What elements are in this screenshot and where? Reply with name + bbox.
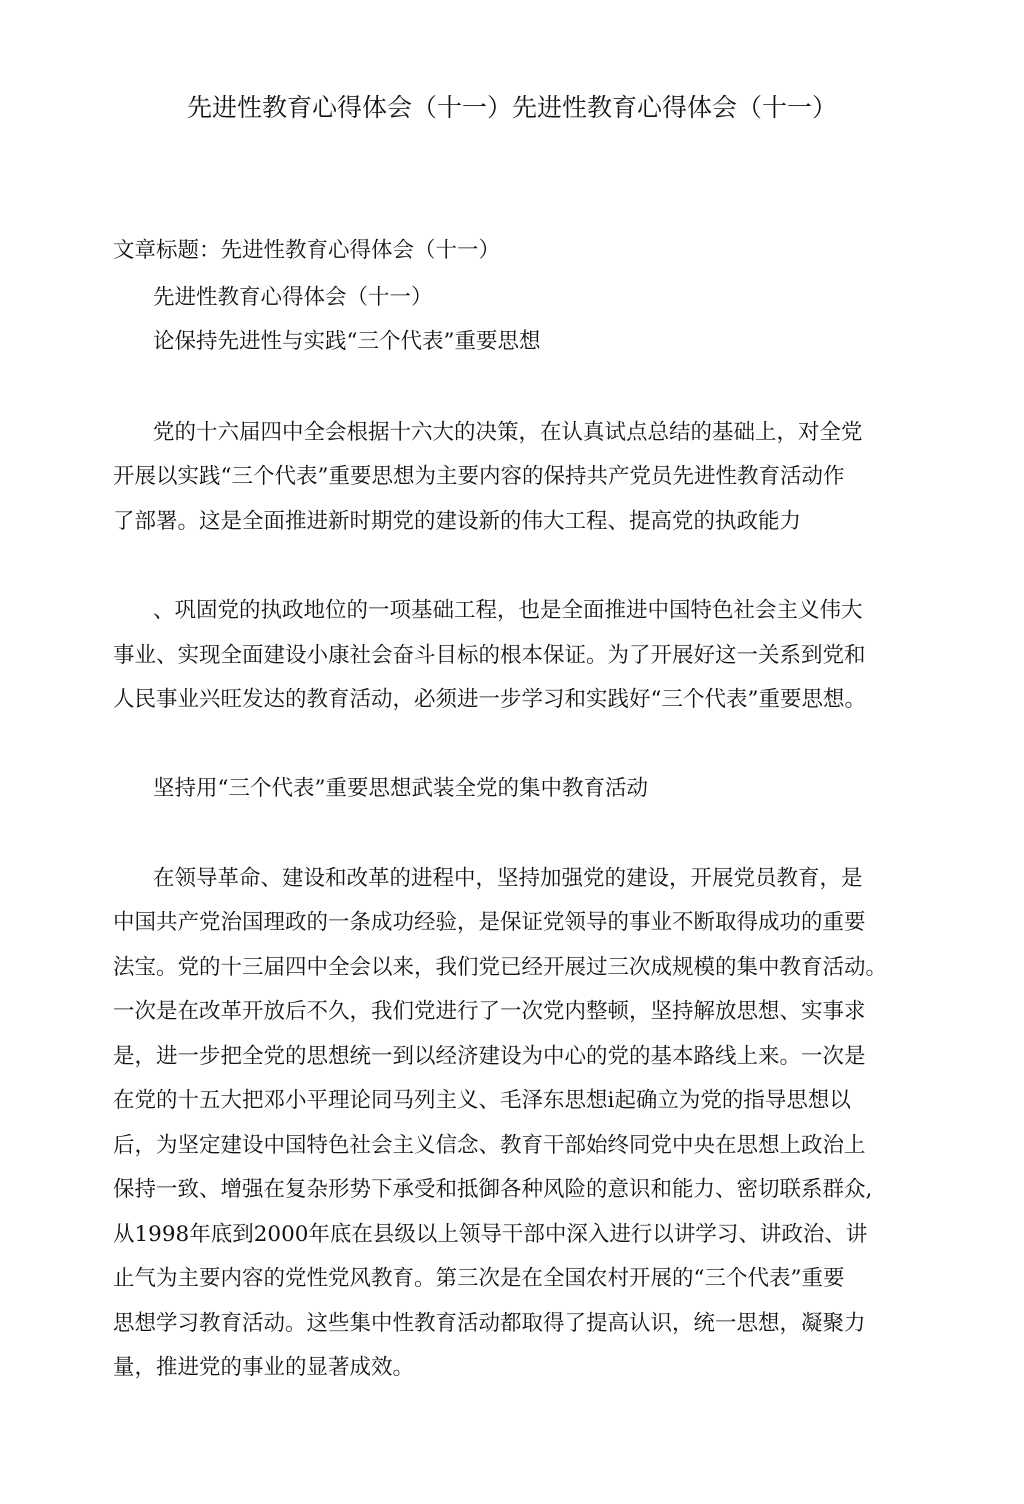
topic-line: 论保持先进性与实践“三个代表”重要思想 [153, 329, 541, 354]
paragraph-line: 后，为坚定建设中国特色社会主义信念、教育干部始终同党中央在思想上政治上 [113, 1133, 866, 1158]
paragraph-line: 法宝。党的十三届四中全会以来，我们党已经开展过三次成规模的集中教育活动。 [113, 955, 888, 980]
paragraph-line: 是，进一步把全党的思想统一到以经济建设为中心的党的基本路线上来。一次是 [113, 1044, 866, 1069]
paragraph-line: 人民事业兴旺发达的教育活动，必须进一步学习和实践好“三个代表”重要思想。 [113, 687, 866, 712]
subtitle-line: 先进性教育心得体会（十一） [153, 285, 433, 310]
paragraph-line: 在领导革命、建设和改革的进程中，坚持加强党的建设，开展党员教育，是 [153, 866, 863, 891]
paragraph-line: 从1998年底到2000年底在县级以上领导干部中深入进行以讲学习、讲政治、讲 [113, 1222, 868, 1247]
paragraph-line: 、巩固党的执政地位的一项基础工程，也是全面推进中国特色社会主义伟大 [153, 598, 863, 623]
paragraph-line: 保持一致、增强在复杂形势下承受和抵御各种风险的意识和能力、密切联系群众, [113, 1177, 873, 1202]
paragraph-line: 一次是在改革开放后不久，我们党进行了一次党内整顿，坚持解放思想、实事求 [113, 999, 866, 1024]
document-title: 先进性教育心得体会（十一）先进性教育心得体会（十一） [186, 93, 837, 122]
paragraph-line: 止气为主要内容的党性党风教育。第三次是在全国农村开展的“三个代表”重要 [113, 1266, 845, 1291]
paragraph-line: 中国共产党治国理政的一条成功经验，是保证党领导的事业不断取得成功的重要 [113, 910, 866, 935]
section-heading: 坚持用“三个代表”重要思想武装全党的集中教育活动 [153, 776, 648, 801]
paragraph-line: 开展以实践“三个代表”重要思想为主要内容的保持共产党员先进性教育活动作 [113, 464, 845, 489]
paragraph-line: 事业、实现全面建设小康社会奋斗目标的根本保证。为了开展好这一关系到党和 [113, 643, 866, 668]
paragraph-line: 了部署。这是全面推进新时期党的建设新的伟大工程、提高党的执政能力 [113, 509, 802, 534]
article-title-line: 文章标题：先进性教育心得体会（十一） [113, 238, 501, 263]
paragraph-line: 在党的十五大把邓小平理论同马列主义、毛泽东思想i起确立为党的指导思想以 [113, 1088, 851, 1113]
paragraph-line: 思想学习教育活动。这些集中性教育活动都取得了提高认识，统一思想，凝聚力 [113, 1311, 866, 1336]
paragraph-line: 党的十六届四中全会根据十六大的决策，在认真试点总结的基础上，对全党 [153, 420, 863, 445]
paragraph-line: 量，推进党的事业的显著成效。 [113, 1355, 415, 1380]
